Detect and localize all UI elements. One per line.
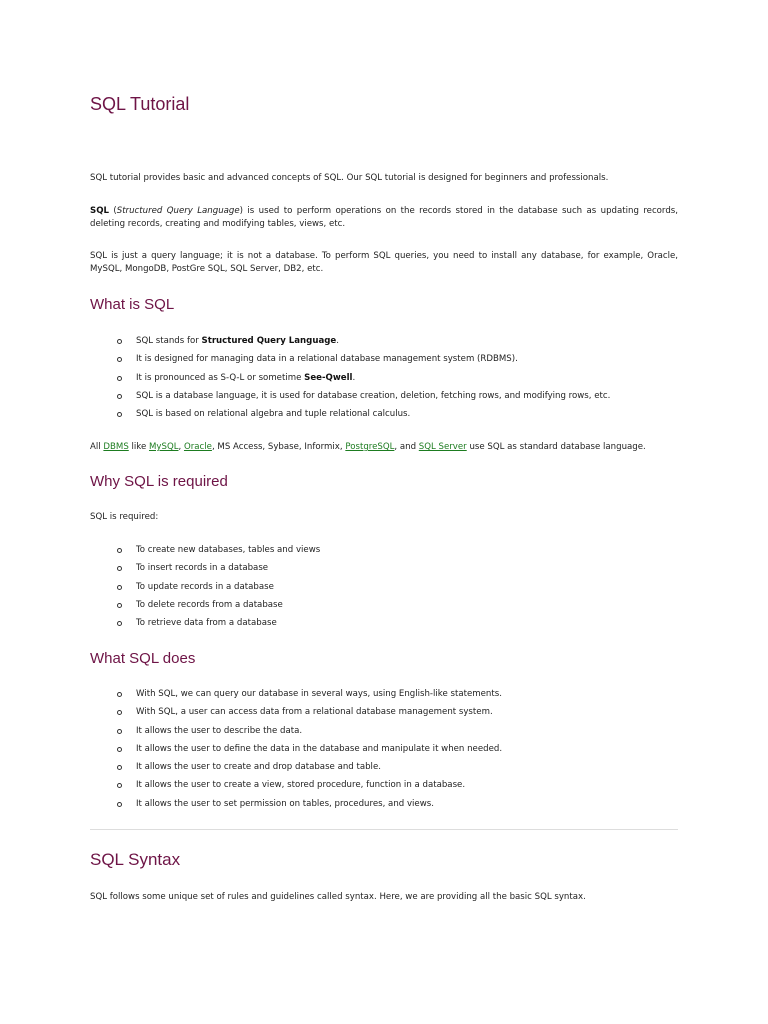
list-item: With SQL, we can query our database in several ways, using English-like statements. [90, 688, 678, 706]
intro-paragraph: SQL tutorial provides basic and advanced concepts of SQL. Our SQL tutorial is designed for beginners and professionals. [90, 173, 609, 183]
circle-bullet-icon [117, 729, 122, 734]
circle-bullet-icon [117, 692, 122, 697]
list-item: To update records in a database [90, 581, 678, 599]
circle-bullet-icon [117, 802, 122, 807]
list-item: It is pronounced as S-Q-L or sometime See-Qwell. [90, 372, 678, 390]
circle-bullet-icon [117, 765, 122, 770]
why-lead-text: SQL is required: [90, 512, 159, 522]
list-item: With SQL, a user can access data from a relational database management system. [90, 706, 678, 724]
circle-bullet-icon [117, 603, 122, 608]
what-is-sql-list [90, 335, 678, 426]
circle-bullet-icon [117, 566, 122, 571]
list-item: SQL is based on relational algebra and tuple relational calculus. [90, 408, 678, 426]
list-item: To retrieve data from a database [90, 617, 678, 635]
circle-bullet-icon [117, 783, 122, 788]
list-item: To delete records from a database [90, 599, 678, 617]
list-item: It is designed for managing data in a relational database management system (RDBMS). [90, 353, 678, 371]
link-postgresql[interactable]: PostgreSQL [345, 442, 395, 452]
circle-bullet-icon [117, 747, 122, 752]
page-title: SQL Tutorial [90, 94, 190, 114]
list-item: SQL stands for Structured Query Language. [90, 335, 678, 353]
syntax-paragraph: SQL follows some unique set of rules and guidelines called syntax. Here, we are providing all the basic SQL syntax. [90, 892, 586, 902]
circle-bullet-icon [117, 394, 122, 399]
definition-expansion: Structured Query Language [116, 206, 240, 216]
circle-bullet-icon [117, 357, 122, 362]
circle-bullet-icon [117, 412, 122, 417]
list-item: SQL is a database language, it is used for database creation, deletion, fetching rows, and modifying rows, etc. [90, 390, 678, 408]
circle-bullet-icon [117, 621, 122, 626]
definition-paragraph [90, 205, 678, 231]
list-item: To insert records in a database [90, 562, 678, 580]
definition-term: SQL [90, 206, 109, 216]
circle-bullet-icon [117, 339, 122, 344]
link-mysql[interactable]: MySQL [148, 442, 179, 452]
definition-open: ( [108, 206, 117, 216]
circle-bullet-icon [117, 376, 122, 381]
list-item: It allows the user to define the data in the database and manipulate it when needed. [90, 743, 678, 761]
circle-bullet-icon [117, 585, 122, 590]
circle-bullet-icon [117, 710, 122, 715]
heading-what-sql-does: What SQL does [90, 650, 196, 667]
list-item: It allows the user to set permission on tables, procedures, and views. [90, 798, 678, 816]
list-item: To create new databases, tables and views [90, 544, 678, 562]
dbms-paragraph: All DBMS like MySQL, Oracle, MS Access, Sybase, Informix, PostgreSQL, and SQL Server use SQL as standard database language. [90, 442, 646, 452]
list-item: It allows the user to create and drop database and table. [90, 761, 678, 779]
circle-bullet-icon [117, 548, 122, 553]
link-oracle[interactable]: Oracle [183, 442, 212, 452]
heading-what-is-sql: What is SQL [90, 296, 175, 313]
heading-why-sql-required: Why SQL is required [90, 473, 228, 490]
link-sql-server[interactable]: SQL Server [418, 442, 467, 452]
what-sql-does-list [90, 688, 678, 816]
why-sql-list [90, 544, 678, 635]
list-item: It allows the user to describe the data. [90, 725, 678, 743]
heading-sql-syntax: SQL Syntax [90, 850, 181, 869]
section-divider [90, 829, 678, 830]
link-dbms[interactable]: DBMS [103, 442, 129, 452]
definition-rest: ) is used to perform operations on the records stored in the database such as updating records, deleting records, creating and modifying tables, views, etc. [90, 206, 678, 229]
list-item: It allows the user to create a view, stored procedure, function in a database. [90, 779, 678, 797]
note-paragraph: SQL is just a query language; it is not a database. To perform SQL queries, you need to install any database, for example, Oracle, MySQL, MongoDB, PostGre SQL, SQL Server, DB2, etc. [90, 251, 678, 274]
